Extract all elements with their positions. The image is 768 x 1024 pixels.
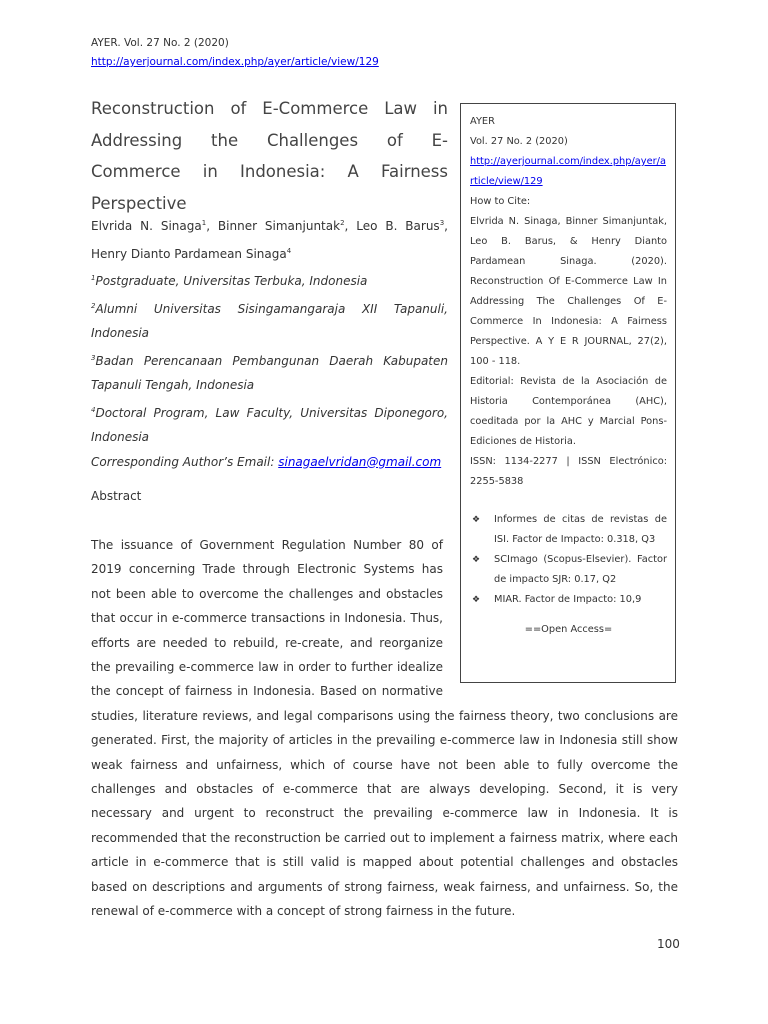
author-list: Elvrida N. Sinaga$^1$, Binner Simanjuntak$^2$, Leo B. Barus$^3$, Henry Dianto Pardamean Sinaga$^4$ bbox=[91, 219, 448, 261]
sidebox-volume: Vol. 27 No. 2 (2020) bbox=[470, 136, 568, 147]
author-sup: 1 bbox=[201, 219, 207, 227]
diamond-bullet-icon: ❖ bbox=[472, 515, 481, 525]
list-item bbox=[470, 590, 667, 610]
author-sup: 2 bbox=[340, 219, 345, 227]
author-name: Elvrida N. Sinaga bbox=[91, 219, 202, 233]
journal-issue: AYER. Vol. 27 No. 2 (2020) bbox=[91, 37, 229, 49]
list-item bbox=[470, 510, 667, 550]
list-item-text: SCImago (Scopus-Elsevier). Factor de impacto SJR: 0.17, Q2 bbox=[494, 554, 667, 585]
affiliation-text: Postgraduate, Universitas Terbuka, Indonesia bbox=[95, 274, 368, 288]
abstract-text: The issuance of Government Regulation Number 80 of 2019 concerning Trade through Electronic Systems has not been able to overcome the challenges and obstacles that occur in e-commerce transactions in Indonesia. Thus, efforts are needed to rebuild, re-create, and reorganize the prevailing e-commerce law in order to further idealize the concept of fairness in Indonesia. Based on normative studies, literature reviews, and legal comparisons using the fairness theory, two conclusions are generated. First, the majority of articles in the prevailing e-commerce law in Indonesia still show weak fairness and unfairness, which of course have not been able to fully overcome the challenges and obstacles of e-commerce that are always developing. Second, it is very necessary and urgent to reconstruct the prevailing e-commerce law in Indonesia. It is recommended that the reconstruction be carried out to implement a fairness matrix, where each article in e-commerce that is still valid is mapped about potential challenges and obstacles based on descriptions and arguments of strong fairness, weak fairness, and unfairness. So, the renewal of e-commerce with a concept of strong fairness in the future. bbox=[91, 538, 678, 919]
affiliation bbox=[91, 266, 448, 294]
affiliation bbox=[91, 398, 448, 450]
author-name: Henry Dianto Pardamean Sinaga bbox=[91, 246, 287, 261]
author-name: Binner Simanjuntak bbox=[217, 219, 341, 233]
diamond-bullet-icon: ❖ bbox=[472, 555, 481, 565]
running-header bbox=[91, 34, 379, 72]
editorial-text: Editorial: Revista de la Asociación de Historia Contemporánea (AHC), coeditada por la AHC y Marcial Pons-Ediciones de Historia. bbox=[470, 376, 667, 447]
sidebox-journal: AYER bbox=[470, 116, 495, 127]
abstract-heading: Abstract bbox=[91, 489, 142, 503]
email-link[interactable]: sinagaelvridan@gmail.com bbox=[278, 454, 442, 469]
list-item bbox=[470, 550, 667, 590]
list-item-text: MIAR. Factor de Impacto: 10,9 bbox=[494, 594, 642, 605]
affiliation-sup: 1 bbox=[91, 274, 96, 282]
author-name: Leo B. Barus bbox=[356, 219, 440, 233]
journal-info-box bbox=[460, 103, 676, 683]
affiliation-text: Badan Perencanaan Pembangunan Daerah Kabupaten Tapanuli Tengah, Indonesia bbox=[91, 353, 448, 392]
affiliation bbox=[91, 346, 448, 398]
corresponding-label: Corresponding Author’s Email: bbox=[91, 454, 275, 469]
impact-list bbox=[470, 510, 667, 610]
paper-title: Reconstruction of E-Commerce Law in Addressing the Challenges of E- Commerce in Indonesia: A Fairness Perspective bbox=[91, 99, 448, 213]
affiliation-sup: 2 bbox=[91, 301, 96, 310]
article-url-link[interactable]: http://ayerjournal.com/index.php/ayer/article/view/129 bbox=[91, 56, 379, 68]
issn-text: ISSN: 1134-2277 | ISSN Electrónico: 2255-5838 bbox=[470, 456, 667, 487]
affiliation-text: Alumni Universitas Sisingamangaraja XII Tapanuli, Indonesia bbox=[91, 301, 448, 340]
affiliation-sup: 3 bbox=[91, 353, 96, 362]
corresponding-author bbox=[91, 450, 448, 475]
author-block bbox=[91, 211, 448, 474]
affiliation-text: Doctoral Program, Law Faculty, Universitas Diponegoro, Indonesia bbox=[91, 405, 448, 444]
author-sup: 4 bbox=[286, 246, 292, 255]
affiliation-sup: 4 bbox=[91, 405, 96, 414]
sidebox-url-link[interactable]: http://ayerjournal.com/index.php/ayer/article/view/129 bbox=[470, 156, 666, 187]
how-to-cite-label: How to Cite: bbox=[470, 196, 531, 207]
affiliation bbox=[91, 294, 448, 346]
author-sup: 3 bbox=[439, 219, 445, 227]
diamond-bullet-icon: ❖ bbox=[472, 595, 481, 605]
list-item-text: Informes de citas de revistas de ISI. Factor de Impacto: 0.318, Q3 bbox=[494, 514, 667, 545]
open-access-label: ==Open Access= bbox=[524, 624, 613, 635]
citation-text: Elvrida N. Sinaga, Binner Simanjuntak, Leo B. Barus, & Henry Dianto Pardamean Sinaga. (2020). Reconstruction Of E-Commerce Law In Addressing The Challenges Of E-Commerce In Indonesia: A Fairness Perspective. A Y E R JOURNAL, 27(2), 100 - 118. bbox=[470, 216, 667, 367]
page-number: 100 bbox=[657, 937, 680, 951]
